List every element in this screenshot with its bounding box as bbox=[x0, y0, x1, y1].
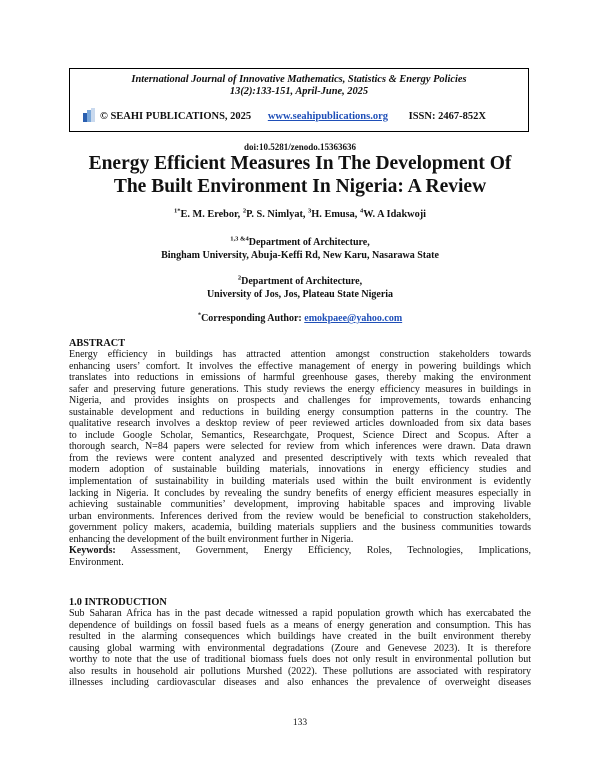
author-superscript: 4 bbox=[359, 207, 364, 215]
intro-line: also results in household air pollutions Murshed (2022). These pollutions are associated with respiratory bbox=[69, 665, 531, 677]
abstract-line: to include Google Scholar, Semantics, Researchgate, Proquest, Science Direct and Scopus. After a bbox=[69, 429, 531, 441]
affiliation-department: Department of Architecture, bbox=[248, 237, 370, 248]
intro-line: causing global warming with environmental degradations (Zoure and Genevese 2023). It is therefore bbox=[69, 642, 531, 654]
author-superscript: 1* bbox=[173, 207, 181, 215]
intro-line: Sub Saharan Africa has in the past decade witnessed a rapid population growth which has exercabated the bbox=[69, 608, 531, 619]
intro-line: resulted in the alarming consequences which buildings have created in the built environment thereby bbox=[69, 631, 531, 643]
page-number: 133 bbox=[292, 718, 308, 728]
keywords-label: Keywords: bbox=[69, 545, 116, 557]
abstract-line: urban environments. Inferences derived from the review would be beneficial to construction stakeholders, bbox=[69, 510, 531, 522]
issn: ISSN: 2467-852X bbox=[408, 111, 486, 122]
affiliation-superscript: 2 bbox=[237, 274, 242, 282]
abstract-line: government policy makers, academia, building materials suppliers and the business communities towards bbox=[69, 522, 531, 534]
introduction-heading: 1.0 INTRODUCTION bbox=[69, 597, 167, 608]
author-list bbox=[0, 209, 600, 220]
intro-line: illnesses including cardiovascular diseases and also enhances the prevalence of overweight diseases bbox=[69, 677, 531, 689]
abstract-line: safer and preserving future generations. This study reviews the energy efficiency measures in buildings in bbox=[69, 383, 531, 395]
publisher-website-link[interactable]: www.seahipublications.org bbox=[267, 111, 388, 122]
abstract-line: translates into reductions in emissions of harmful greenhouse gases, thereby making the environment bbox=[69, 372, 531, 384]
abstract-heading: ABSTRACT bbox=[69, 338, 126, 349]
intro-line: dependence of buildings on fossil based fuels as a means of energy generation and consumption. This has bbox=[69, 619, 531, 631]
affiliation-1 bbox=[0, 237, 600, 262]
author-name: E. M. Erebor, bbox=[180, 209, 241, 220]
abstract-line: achieving sustainable communities’ development, improving habitable spaces and improving livable bbox=[69, 499, 531, 511]
abstract-line: enhancing the development of the built environment further in Nigeria. bbox=[69, 533, 354, 545]
doi: doi:10.5281/zenodo.15363636 bbox=[243, 142, 356, 152]
publisher-logo-icon bbox=[83, 108, 95, 122]
abstract-line: lacking in Nigeria. It concludes by revealing the sundry benefits of energy efficient measures especially in bbox=[69, 487, 531, 499]
author-name: W. A Idakwoji bbox=[363, 209, 427, 220]
abstract-line: Energy efficiency in buildings has attracted attention amongst construction stakeholders towards bbox=[69, 349, 531, 360]
journal-issue: 13(2):133-151, April-June, 2025 bbox=[229, 86, 369, 97]
author-superscript: 2 bbox=[242, 207, 247, 215]
paper-title bbox=[60, 152, 540, 198]
publisher-copyright: © SEAHI PUBLICATIONS, 2025 bbox=[100, 111, 252, 122]
abstract-line: implementation of sustainability in building materials used within the built environment is evidently bbox=[69, 476, 531, 488]
abstract-line: enhancing users’ comfort. It involves the effective management of energy in powering buildings which bbox=[69, 360, 531, 372]
affiliation-2 bbox=[0, 276, 600, 301]
corresponding-label: Corresponding Author: bbox=[201, 313, 305, 324]
paper-title-line: Energy Efficient Measures In The Development Of bbox=[88, 153, 512, 174]
keywords-list: Assessment, Government, Energy Efficiency, Roles, Technologies, Implications, bbox=[115, 545, 531, 557]
abstract-body bbox=[69, 349, 531, 568]
keywords-line bbox=[69, 545, 531, 557]
journal-name: International Journal of Innovative Mathematics, Statistics & Energy Policies bbox=[131, 74, 467, 85]
introduction-body bbox=[69, 608, 531, 689]
affiliation-superscript: 1,3 &4 bbox=[230, 235, 249, 243]
corresponding-email-link[interactable]: emokpaee@yahoo.com bbox=[304, 313, 403, 324]
affiliation-institution: University of Jos, Jos, Plateau State Nigeria bbox=[206, 288, 394, 300]
affiliation-department: Department of Architecture, bbox=[241, 276, 363, 287]
keywords-line: Environment. bbox=[69, 556, 124, 568]
corresponding-superscript: * bbox=[197, 311, 202, 319]
abstract-line: qualitative research involves a desktop review of peer reviewed articles downloaded from six data bases bbox=[69, 418, 531, 430]
author-name: P. S. Nimlyat, bbox=[246, 209, 306, 220]
abstract-line: Nigeria, and provides insights on prospects and challenges for improvements, towards enhancing bbox=[69, 395, 531, 407]
author-superscript: 3 bbox=[308, 207, 312, 215]
author-name: H. Emusa, bbox=[311, 209, 358, 220]
affiliation-institution: Bingham University, Abuja-Keffi Rd, New Karu, Nasarawa State bbox=[161, 249, 439, 261]
abstract-line: from the reviews were content analyzed and presented descriptively with texts which revealed that bbox=[69, 452, 531, 464]
publisher-row bbox=[100, 111, 486, 122]
corresponding-author bbox=[0, 313, 600, 326]
abstract-line: modern adoption of sustainable building materials, innovations in energy efficiency studies and bbox=[69, 464, 531, 476]
paper-title-line: The Built Environment In Nigeria: A Review bbox=[113, 176, 487, 197]
abstract-line: thorough search, N=84 papers were selected for review from which inferences were drawn. Data drawn bbox=[69, 441, 531, 453]
intro-line: worthy to note that the use of traditional biomass fuels does not only result in environmental pollution but bbox=[69, 654, 531, 666]
abstract-line: sustainable development and reductions in building energy consumption patterns in the country. The bbox=[69, 406, 531, 418]
journal-header-box bbox=[69, 68, 529, 132]
